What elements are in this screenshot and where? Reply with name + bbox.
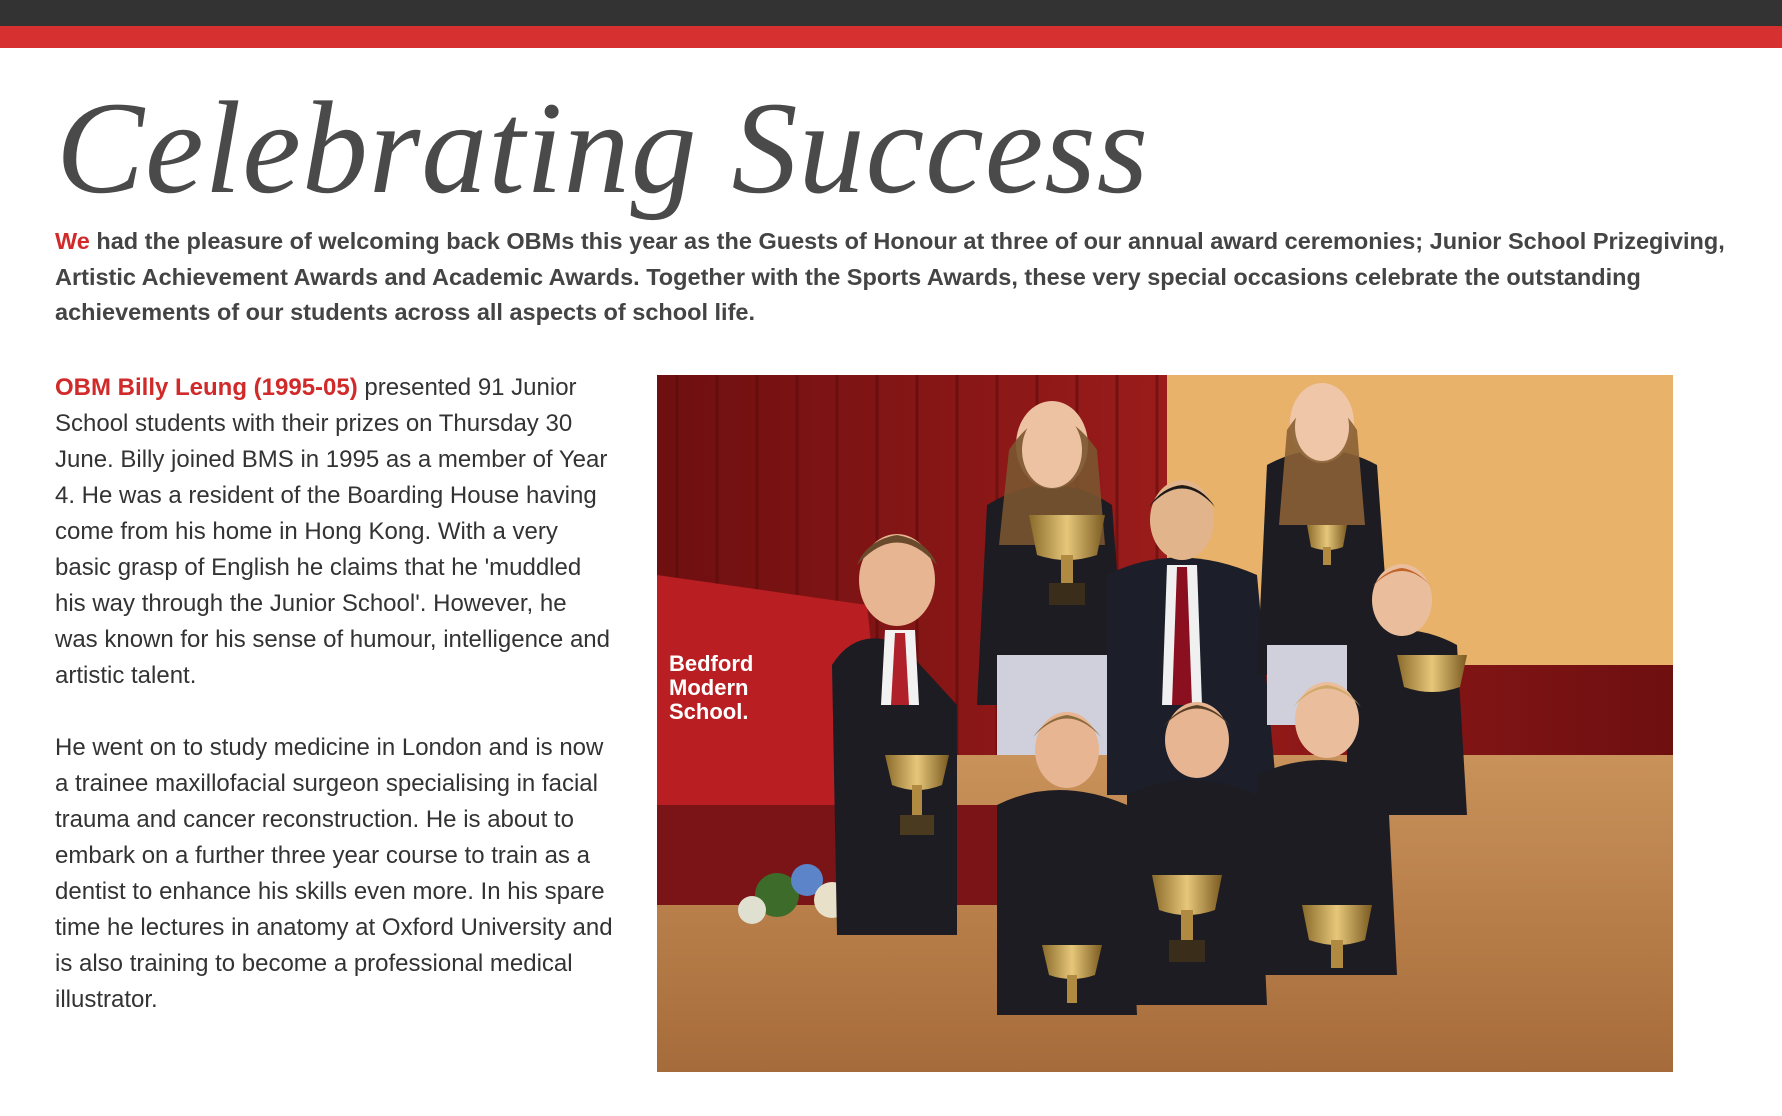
top-bar-red [0, 26, 1782, 48]
intro-paragraph [55, 224, 1735, 331]
banner-text-line-1: Bedford [669, 651, 754, 676]
article-paragraph-2: He went on to study medicine in London and is now a trainee maxillofacial surgeon specialising in facial trauma and cancer reconstruction. He is about to embark on a further three year course to train as a dentist to enhance his skills even more. In his spare time he lectures in anatomy at Oxford University and is also training to become a professional medical illustrator. [55, 734, 613, 1013]
banner-text-line-2: Modern [669, 675, 749, 700]
intro-text: had the pleasure of welcoming back OBMs this year as the Guests of Honour at three of our annual award ceremonies; Junior School Prizegiving, Artistic Achievement Awards and Academic Awards. Together with the Sports Awards, these very special occasions celebrate the outstanding achievements of our students across all aspects of school life. [55, 228, 1725, 325]
page-title: Celebrating Success [56, 74, 1150, 221]
award-group-photo [657, 375, 1673, 1072]
article-body [55, 370, 615, 1018]
banner-text-line-3: School. [669, 699, 749, 724]
photo-illustration [657, 375, 1673, 1072]
article-lead-name: OBM Billy Leung (1995-05) [55, 374, 358, 401]
top-bar-dark [0, 0, 1782, 26]
article-paragraph-1 [55, 370, 615, 694]
intro-lead-word: We [55, 228, 90, 254]
article-paragraph-1-text: presented 91 Junior School students with their prizes on Thursday 30 June. Billy joined BMS in 1995 as a member of Year 4. He was a resident of the Boarding House having come from his home in Hong Kong. With a very basic grasp of English he claims that he 'muddled his way through the Junior School'. However, he was known for his sense of humour, intelligence and artistic talent. [55, 374, 610, 689]
